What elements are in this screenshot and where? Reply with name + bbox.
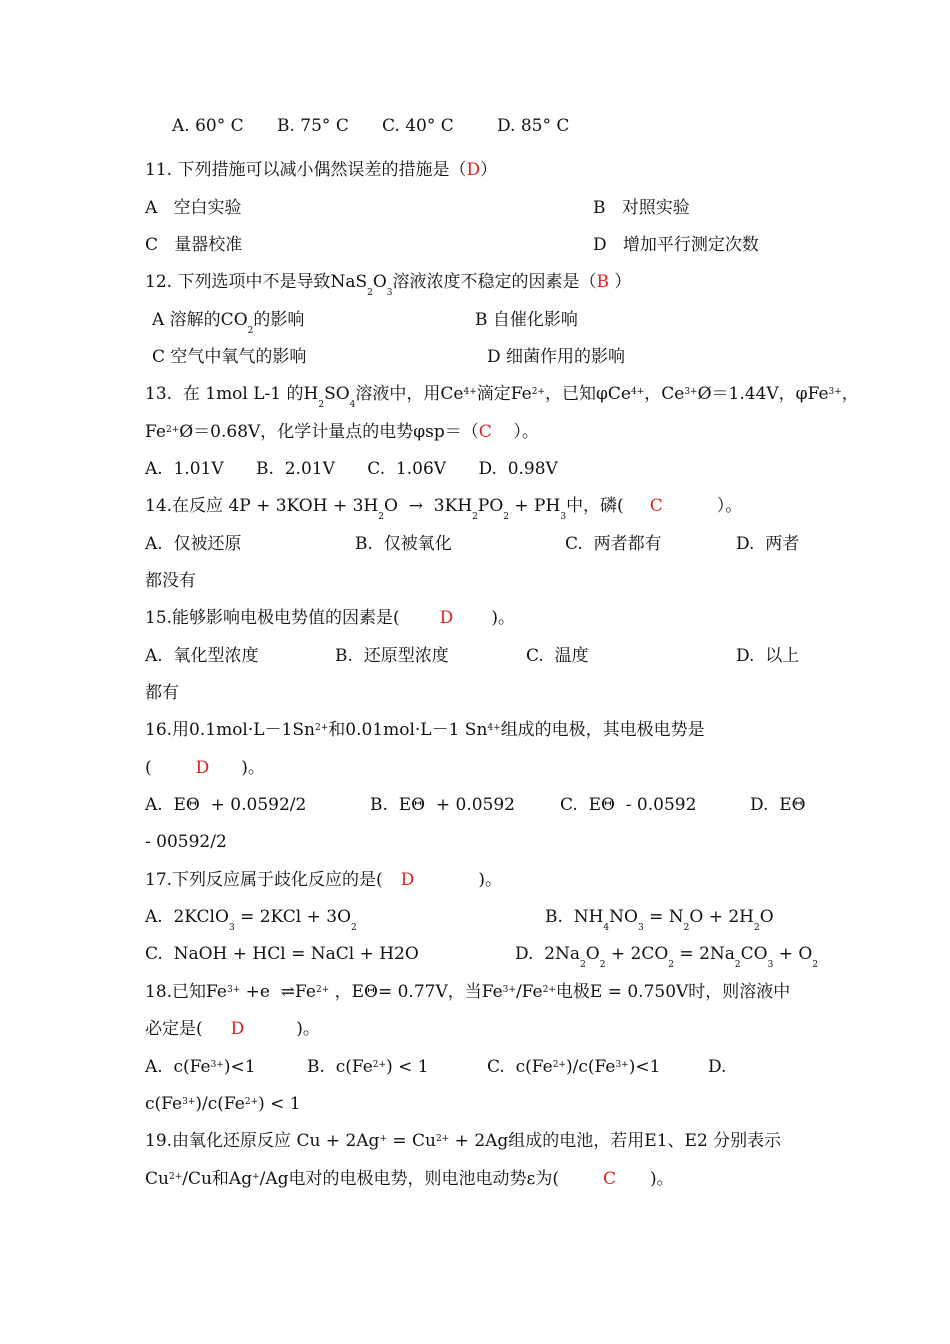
q16-stem-line1: 16.用$0.1mol\cdot L-1Sn^{2+}$和0.01mol·L－1 $Sn^{4+}$组成的电极，其电极电势是 [145,720,705,740]
q11-option-d: D 增加平行测定次数 [593,235,759,255]
q17-option-a: A. 2KClO$_3$ = $2KCl + 3O_2$ [145,907,357,933]
q13-stem-line1: 13. 在 1mol L-1 的$H_2SO_4$溶液中，用$Ce^{4+}$滴定$Fe^{2+}$，已知φCe$^{4+}$，$Ce^{3+}Ø=1.44V$，φFe$^{3+}$， [145,384,859,410]
q10-option-b: B. 75° C [277,116,349,136]
q18-stem-line1: 18.已知$Fe^{3+} +e$ $\rightleftharpoons Fe^{2+}$ ，EΘ= 0.77V，当$Fe^{3+}/Fe^{2+}$电极E = 0.750V时，则溶液中 [145,982,791,1002]
q18-option-d: D. [708,1057,727,1077]
q13-stem-line2: $Fe^{2+}Ø=0.68V$，化学计量点的电势φsp＝（C ）。 [145,422,539,442]
q15-option-b: B. 还原型浓度 [335,646,449,666]
q12-option-a: A 溶解的$CO_2$的影响 [152,310,305,336]
q11-stem: 11. 下列措施可以减小偶然误差的措施是（D） [145,160,498,180]
q19-stem-line2: $Cu^{2+}/Cu$和Ag+/Ag电对的电极电势，则电池电动势ε为( C )。 [145,1169,674,1189]
q18-option-c: C. $c(Fe^{2+})/c(Fe^{3+})<1$ [487,1057,661,1077]
q16-option-d-wrap: - 00592/2 [145,832,227,852]
q10-option-d: D. 85° C [497,116,570,136]
q14-option-d: D. 两者 [736,534,800,554]
q15-option-c: C. 温度 [526,646,589,666]
q11-answer: D [466,160,481,180]
q14-option-b: B. 仅被氧化 [355,534,452,554]
q14-answer: C [649,496,663,516]
q18-option-b: B. $c(Fe^{2+}) < 1$ [307,1057,429,1077]
q16-option-c: C. EΘ - 0.0592 [560,795,697,815]
q15-option-a: A. 氧化型浓度 [145,646,259,666]
q14-option-c: C. 两者都有 [565,534,662,554]
q18-option-a: A. $c(Fe^{3+})<1$ [145,1057,256,1077]
q12-option-b: B 自催化影响 [475,310,578,330]
q10-option-c: C. 40° C [382,116,454,136]
q11-option-c: C 量器校准 [145,235,243,255]
q17-option-d: D. $2Na_2O_2 + 2CO_2 = 2Na_2CO_3 + O_2$ [515,944,819,970]
q15-option-d: D. 以上 [736,646,800,666]
q19-stem-line1: 19.由氧化还原反应 $Cu + 2Ag^+ = Cu^{2+} + 2Ag$组成的电池，若用E1、E2 分别表示 [145,1131,782,1151]
q16-option-b: B. EΘ + 0.0592 [370,795,515,815]
q11-option-a: A 空白实验 [145,198,242,218]
q18-option-d-wrap: $c(Fe^{3+})/c(Fe^{2+}) < 1$ [145,1094,301,1114]
q16-stem-line2: ( D )。 [145,758,265,778]
q17-stem: 17.下列反应属于歧化反应的是( D )。 [145,870,502,890]
q15-stem: 15.能够影响电极电势值的因素是( D )。 [145,608,515,628]
q13-options: A. 1.01V B. 2.01V C. 1.06V D. 0.98V [145,459,558,479]
q16-option-d: D. EΘ [750,795,806,815]
q12-stem: 12. 下列选项中不是导致$NaS_2O_3$溶液浓度不稳定的因素是（B ） [145,272,632,298]
q18-answer: D [230,1019,245,1039]
q12-option-d: D 细菌作用的影响 [487,347,626,367]
q17-answer: D [400,870,415,890]
q14-option-a: A. 仅被还原 [145,534,242,554]
q14-option-d-wrap: 都没有 [145,571,196,591]
q15-answer: D [439,608,454,628]
q19-answer: C [602,1169,616,1189]
q13-answer: C [478,422,492,442]
q18-stem-line2: 必定是( D )。 [145,1019,320,1039]
q16-option-a: A. EΘ + 0.0592/2 [145,795,307,815]
q16-answer: D [195,758,210,778]
q12-answer: B [596,272,610,292]
q15-option-d-wrap: 都有 [145,683,179,703]
q17-option-b: B. $NH_4NO_3 = N_2O + 2H_2O$ [545,907,774,933]
q14-stem: 14.在反应 $4P + 3KOH + 3H_2O \to 3KH_2PO_2 + PH_3$中，磷( C ）。 [145,496,743,522]
q10-option-a: A. 60° C [172,116,244,136]
q12-option-c: C 空气中氧气的影响 [152,347,307,367]
q17-option-c: C. NaOH + HCl = NaCl + H2O [145,944,419,964]
q11-option-b: B 对照实验 [593,198,690,218]
